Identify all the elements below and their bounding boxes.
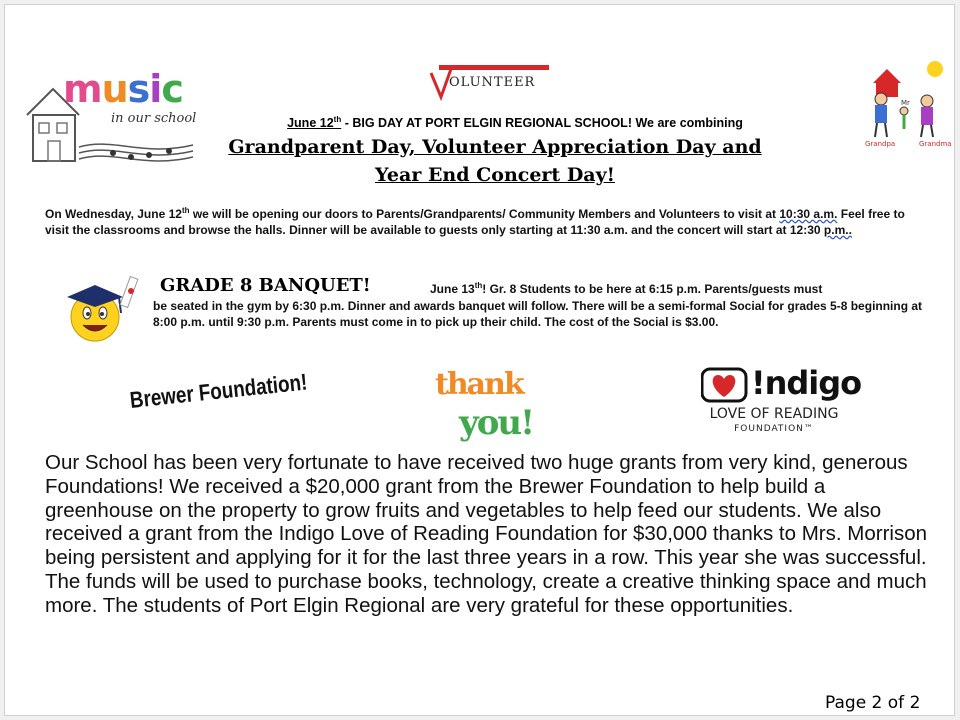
grandpa-label: Grandpa [865,140,896,148]
grants-paragraph: Our School has been very fortunate to have received two huge grants from very kind, generous Foundations! We received a $20,000 grant from the Brewer Foundation to help build a greenhouse on the property to grow fruits and vegetables to help feed our students. We also received a grant from the Indigo Love of Reading Foundation for $30,000 thanks to Mrs. Morrison being persistent and applying for it for the last three years in a row. This year she was successful. The funds will be used to purchase books, technology, create a creative thinking space and much more. The students of Port Elgin Regional are very grateful for these opportunities. [45,451,928,617]
grade8-inline-text: June 13th! Gr. 8 Students to be here at 6:15 p.m. Parents/guests must [430,281,823,296]
headline-intro [235,115,795,130]
music-word: music [63,67,183,111]
headline-date: June 12th [287,115,342,131]
music-subtitle: in our school [111,111,197,126]
thank-you-line-2: you! [459,403,534,443]
brewer-foundation-label: Brewer Foundation! [128,368,309,413]
thank-you-line-1: thank [435,367,523,402]
headline-title-line-1: Grandparent Day, Volunteer Appreciation Day and [228,136,762,158]
thank-you-graphic [435,365,535,450]
visit-time: 10:30 a.m. [779,207,838,221]
headline-title-line-2: Year End Concert Day! [375,164,615,186]
open-house-paragraph: On Wednesday, June 12th we will be opening our doors to Parents/Grandparents/ Community Members and Volunteers to visit at 10:30 a.m. Feel free to visit the classrooms and browse the halls. Dinner will be available to guests only starting at 11:30 a.m. and the concert will start at 12:30 p.m.. [45,206,905,237]
indigo-tagline: LOVE OF READING [709,406,839,422]
grade8-body-text: be seated in the gym by 6:30 p.m. Dinner and awards banquet will follow. There will be a semi-formal Social for grades 5-8 beginning at 8:00 p.m. until 9:30 p.m. Parents must come in to pick up their child. The cost of the Social is $3.00. [153,299,923,329]
volunteer-text: OLUNTEER [449,75,536,90]
headline-intro-text: - BIG DAY AT PORT ELGIN REGIONAL SCHOOL! We are combining [341,116,743,131]
indigo-wordmark: !ndigo [751,364,862,402]
grandparents-clipart-icon [863,53,953,153]
concert-time: p.m.. [823,223,852,237]
grandparents-mr-text: Mr [901,99,910,107]
grandma-label: Grandma [919,140,952,148]
document-page [4,4,955,716]
heart-book-icon [701,366,749,406]
headline-title [150,133,840,189]
indigo-foundation-text: FOUNDATION™ [734,424,814,434]
grade8-banquet-title: GRADE 8 BANQUET! [160,275,371,296]
indigo-foundation-logo [699,362,862,442]
page-number: Page 2 of 2 [825,693,921,713]
graduate-smiley-icon [63,273,143,348]
volunteer-logo [425,63,555,103]
